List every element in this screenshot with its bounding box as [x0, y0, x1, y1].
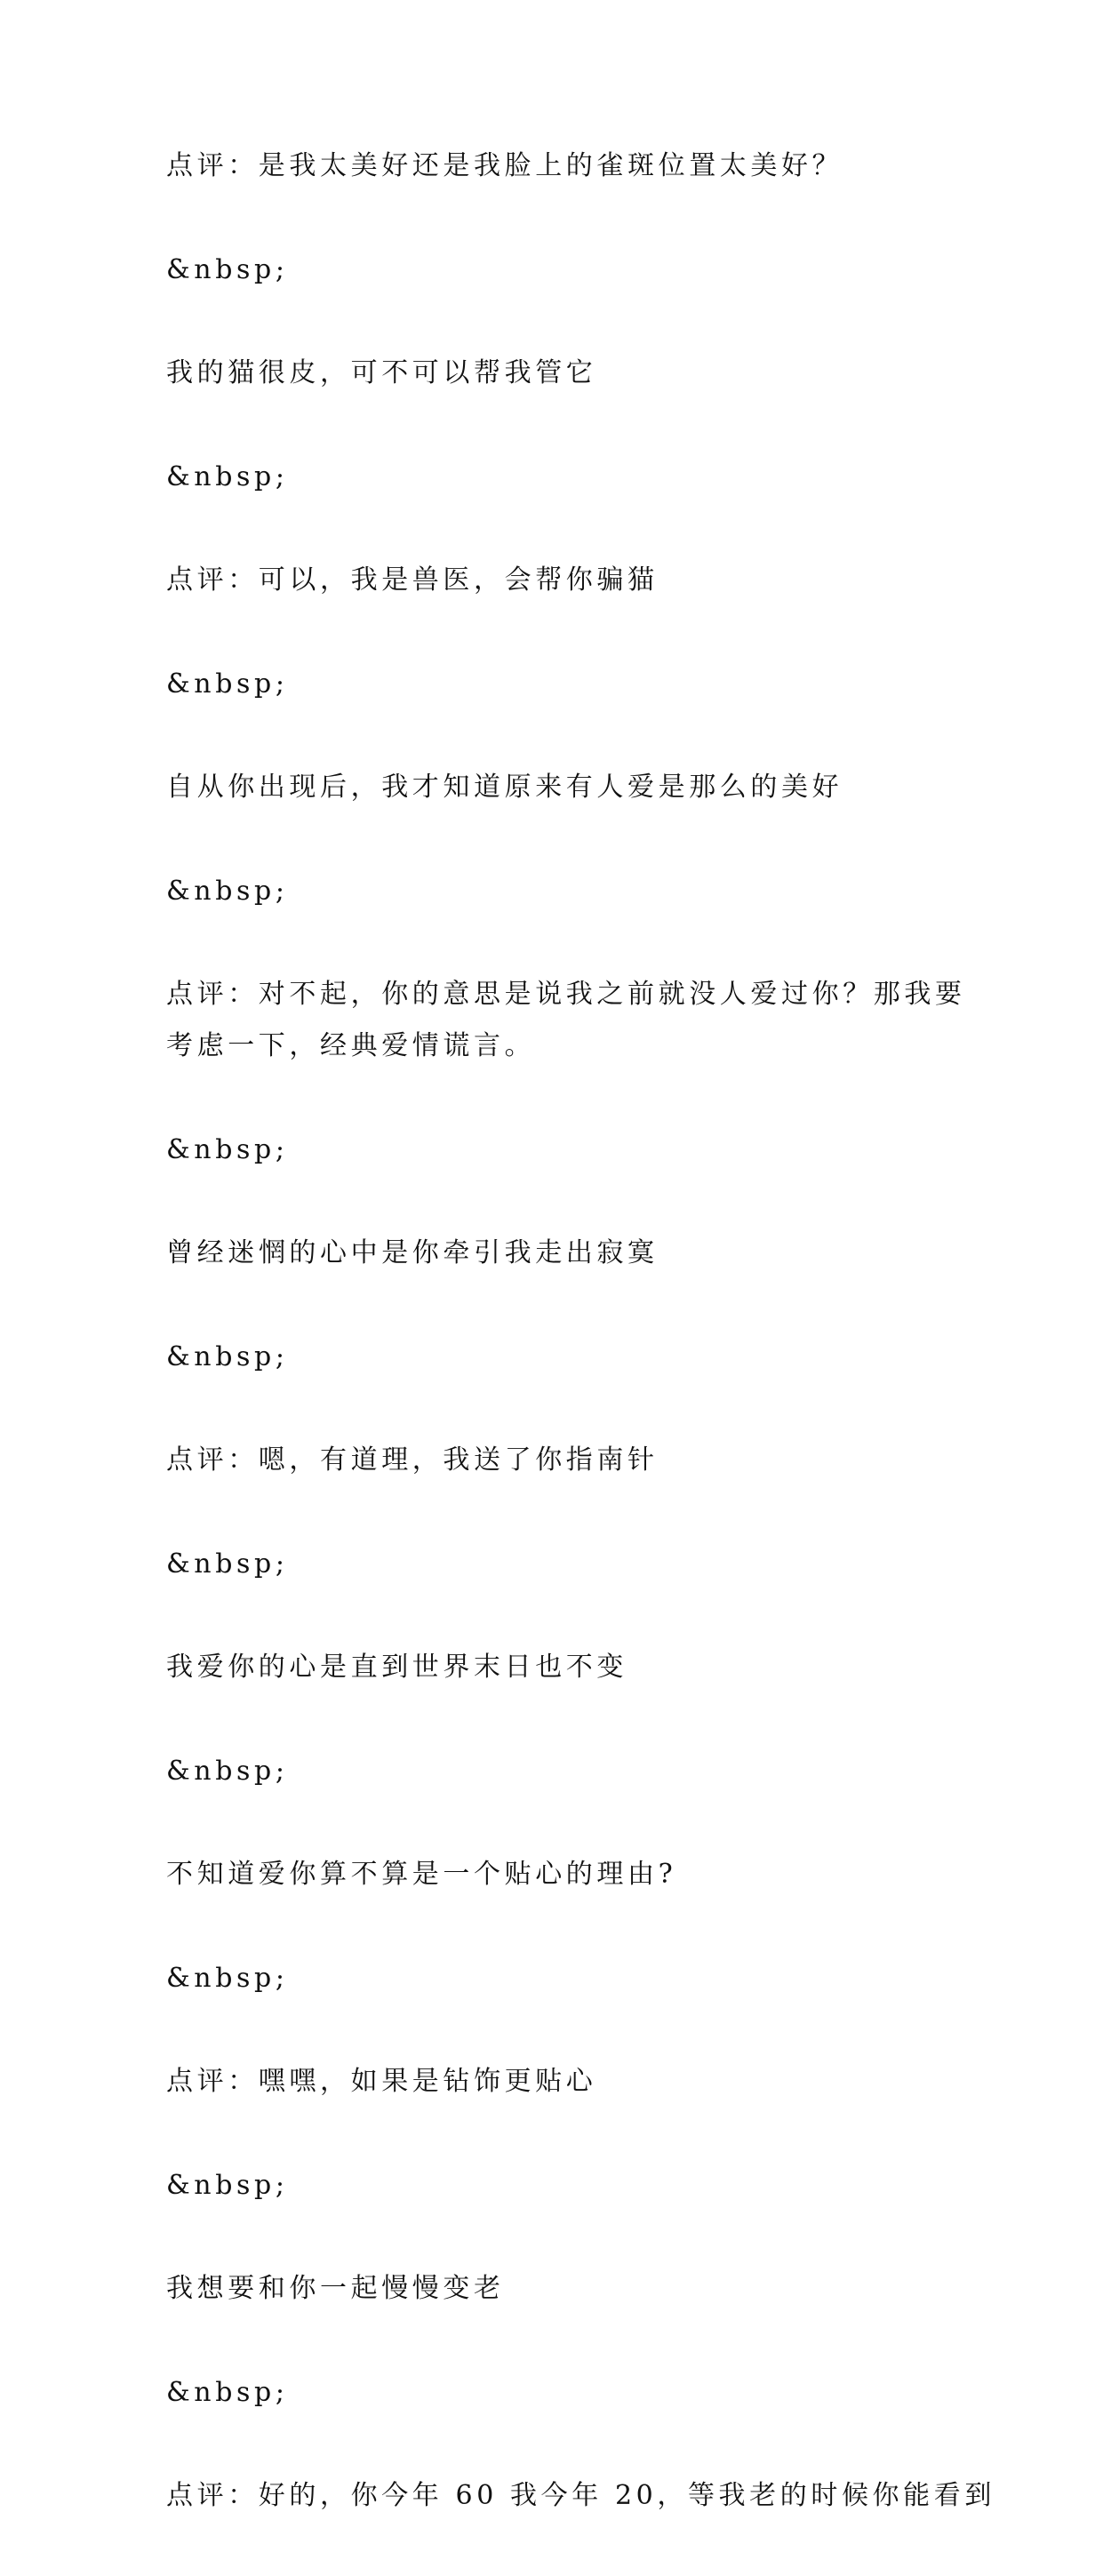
nbsp-line: &nbsp;	[166, 460, 289, 492]
text-line: 点评：可以，我是兽医，会帮你骗猫	[166, 564, 659, 596]
nbsp-line: &nbsp;	[166, 2376, 289, 2408]
nbsp-line: &nbsp;	[166, 1340, 289, 1372]
text-line: 点评：嗯，有道理，我送了你指南针	[166, 1444, 659, 1476]
nbsp-line: &nbsp;	[166, 1962, 289, 1994]
text-line: 我的猫很皮，可不可以帮我管它	[166, 357, 597, 388]
text-line: 点评：嘿嘿，如果是钻饰更贴心	[166, 2066, 597, 2097]
nbsp-line: &nbsp;	[166, 1755, 289, 1787]
text-line: 点评：是我太美好还是我脸上的雀斑位置太美好？	[166, 150, 843, 181]
text-line: 不知道爱你算不算是一个贴心的理由?	[166, 1859, 677, 1890]
text-line: 曾经迷惘的心中是你牵引我走出寂寞	[166, 1237, 659, 1268]
text-line-continued: 考虑一下，经典爱情谎言。	[166, 1030, 536, 1061]
text-line: 自从你出现后，我才知道原来有人爱是那么的美好	[166, 772, 843, 803]
nbsp-line: &nbsp;	[166, 1548, 289, 1580]
nbsp-line: &nbsp;	[166, 2169, 289, 2201]
nbsp-line: &nbsp;	[166, 253, 289, 285]
text-line: 点评：对不起，你的意思是说我之前就没人爱过你？那我要	[166, 979, 966, 1010]
text-line: 点评：好的，你今年 60 我今年 20，等我老的时候你能看到	[166, 2480, 995, 2511]
text-line: 我想要和你一起慢慢变老	[166, 2273, 505, 2304]
nbsp-line: &nbsp;	[166, 875, 289, 907]
nbsp-line: &nbsp;	[166, 668, 289, 700]
nbsp-line: &nbsp;	[166, 1133, 289, 1165]
document-body	[166, 142, 995, 2576]
text-line: 我爱你的心是直到世界末日也不变	[166, 1652, 627, 1683]
